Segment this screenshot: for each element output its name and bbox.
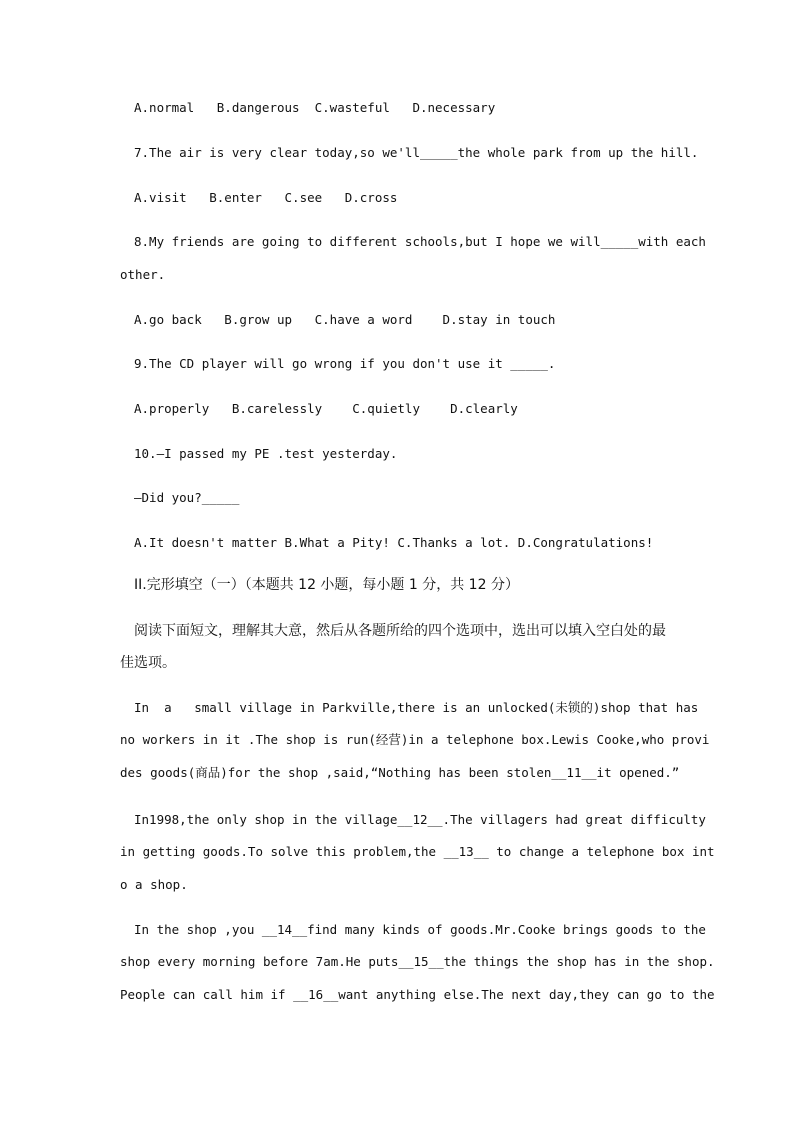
passage-line: shop every morning before 7am.He puts__15__the things the shop has in the shop. (120, 954, 715, 969)
q10-response: —Did you?_____ (134, 490, 240, 505)
passage-line: In a small village in Parkville,there is an unlocked(未锁的)shop that has (134, 700, 699, 715)
q10-options: A.It doesn't matter B.What a Pity! C.Thanks a lot. D.Congratulations! (134, 535, 654, 550)
q8-question-line1: 8.My friends are going to different schools,but I hope we will_____with each (134, 234, 706, 249)
passage-line: no workers in it .The shop is run(经营)in a telephone box.Lewis Cooke,who provi (120, 732, 710, 747)
passage-line: in getting goods.To solve this problem,the __13__ to change a telephone box int (120, 844, 715, 859)
section-heading-cloze: II.完形填空（一）（本题共 12 小题，每小题 1 分，共 12 分） (134, 577, 519, 593)
cloze-instructions-line1: 阅读下面短文，理解其大意，然后从各题所给的四个选项中，选出可以填入空白处的最 (134, 623, 666, 639)
q7-question: 7.The air is very clear today,so we'll_____the whole park from up the hill. (134, 145, 699, 160)
q8-options: A.go back B.grow up C.have a word D.stay in touch (134, 312, 556, 327)
q9-question: 9.The CD player will go wrong if you don't use it _____. (134, 356, 556, 371)
q10-question: 10.—I passed my PE .test yesterday. (134, 446, 398, 461)
q6-options: A.normal B.dangerous C.wasteful D.necessary (134, 100, 496, 115)
q8-question-line2: other. (120, 267, 166, 282)
passage-line: des goods(商品)for the shop ,said,“Nothing has been stolen__11__it opened.” (120, 765, 680, 780)
q9-options: A.properly B.carelessly C.quietly D.clearly (134, 401, 518, 416)
cloze-instructions-line2: 佳选项。 (120, 655, 176, 671)
passage-line: In the shop ,you __14__find many kinds of goods.Mr.Cooke brings goods to the (134, 922, 706, 937)
passage-line: People can call him if __16__want anything else.The next day,they can go to the (120, 987, 715, 1002)
q7-options: A.visit B.enter C.see D.cross (134, 190, 398, 205)
passage-line: In1998,the only shop in the village__12__.The villagers had great difficulty (134, 812, 706, 827)
passage-line: o a shop. (120, 877, 188, 892)
